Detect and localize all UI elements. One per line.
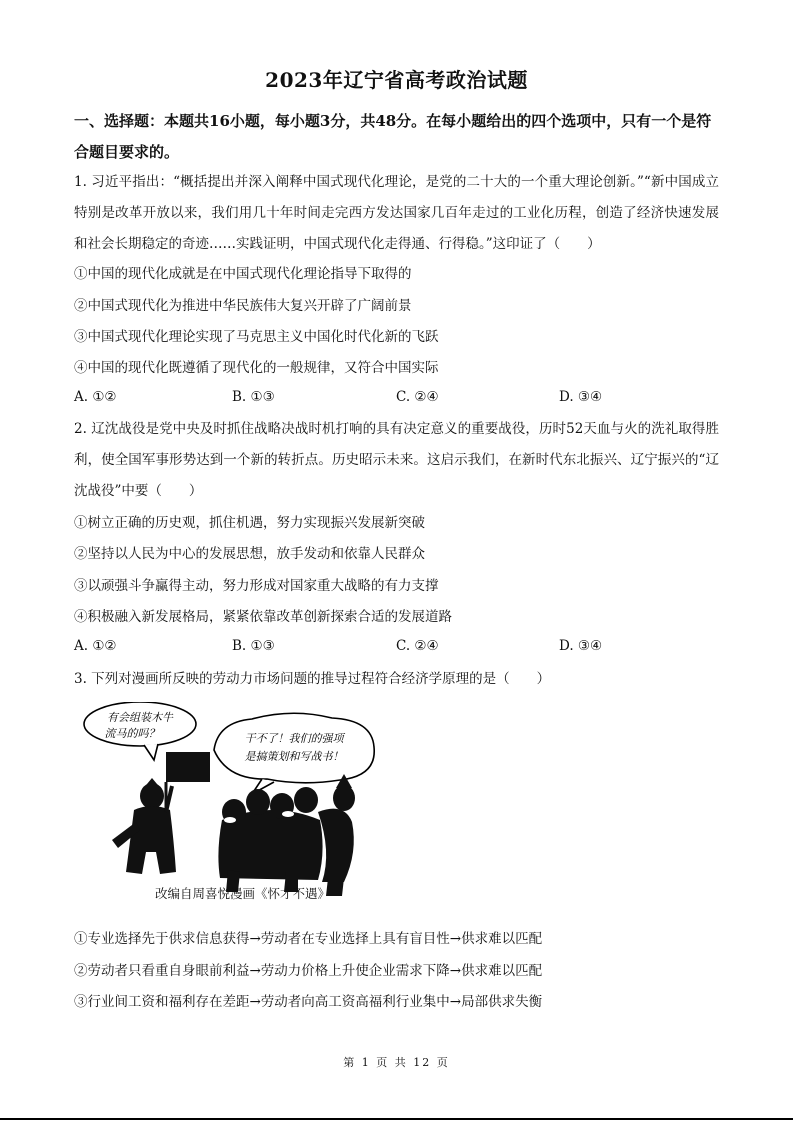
q2-item-3: ③以顽强斗争赢得主动，努力形成对国家重大战略的有力支撑 [74,578,439,594]
q2-stem: 2. 辽沈战役是党中央及时抓住战略决战时机打响的具有决定意义的重要战役，历时52天血与火的洗礼取得胜利，使全国军事形势达到一个新的转折点。历史昭示未来。这启示我们，在新时代东北振兴、辽宁振兴的“辽沈战役”中要（ ） [74,421,719,499]
q2-item-2: ②坚持以人民为中心的发展思想，放手发动和依靠人民群众 [74,546,425,562]
q1-item-4: ④中国的现代化既遵循了现代化的一般规律，又符合中国实际 [74,360,439,376]
q1-stem: 1. 习近平指出：“概括提出并深入阐释中国式现代化理论，是党的二十大的一个重大理论创新。”“新中国成立特别是改革开放以来，我们用几十年时间走完西方发达国家几百年走过的工业化历程，创造了经济快速发展和社会长期稳定的奇迹……实践证明，中国式现代化走得通、行得稳。”这印证了（ ） [74,174,719,252]
q3-stem: 3. 下列对漫画所反映的劳动力市场问题的推导过程符合经济学原理的是（ ） [74,671,551,687]
q1-item-3: ③中国式现代化理论实现了马克思主义中国化时代化新的飞跃 [74,329,439,345]
q2-option-c[interactable]: C. ②④ [396,638,439,654]
q2-option-a[interactable]: A. ①② [74,638,117,654]
cartoon-illustration [82,702,402,908]
q2-options [74,638,719,658]
page-title: 2023年辽宁省高考政治试题 [265,68,528,92]
q3-item-3: ③行业间工资和福利存在差距→劳动者向高工资高福利行业集中→局部供求失衡 [74,994,543,1010]
q1-option-d[interactable]: D. ③④ [559,389,603,405]
bubble-right-line1: 干不了！我们的强项 [244,732,344,745]
q3-item-1: ①专业选择先于供求信息获得→劳动者在专业选择上具有盲目性→供求难以匹配 [74,931,543,947]
q2-option-d[interactable]: D. ③④ [559,638,603,654]
q3-item-2: ②劳动者只看重自身眼前利益→劳动力价格上升使企业需求下降→供求难以匹配 [74,963,543,979]
q1-option-b[interactable]: B. ①③ [232,389,275,405]
cartoon-caption: 改编自周喜悦漫画《怀才不遇》 [155,886,331,901]
bubble-left-line2: 流马的吗？ [104,727,160,740]
q1-options [74,389,719,409]
q1-option-c[interactable]: C. ②④ [396,389,439,405]
q1-item-1: ①中国的现代化成就是在中国式现代化理论指导下取得的 [74,266,412,282]
q2-item-1: ①树立正确的历史观，抓住机遇，努力实现振兴发展新突破 [74,515,425,531]
bottom-rule [0,1118,793,1120]
q1-option-a[interactable]: A. ①② [74,389,117,405]
page-footer: 第 1 页 共 12 页 [343,1056,450,1069]
bubble-left-line1: 有会组装木牛 [107,711,173,724]
q2-option-b[interactable]: B. ①③ [232,638,275,654]
q1-item-2: ②中国式现代化为推进中华民族伟大复兴开辟了广阔前景 [74,298,412,314]
bubble-right-line2: 是搞策划和写战书！ [244,750,344,763]
q2-item-4: ④积极融入新发展格局，紧紧依靠改革创新探索合适的发展道路 [74,609,452,625]
section-heading: 一、选择题：本题共16小题，每小题3分，共48分。在每小题给出的四个选项中，只有一个是符合题目要求的。 [74,112,712,161]
